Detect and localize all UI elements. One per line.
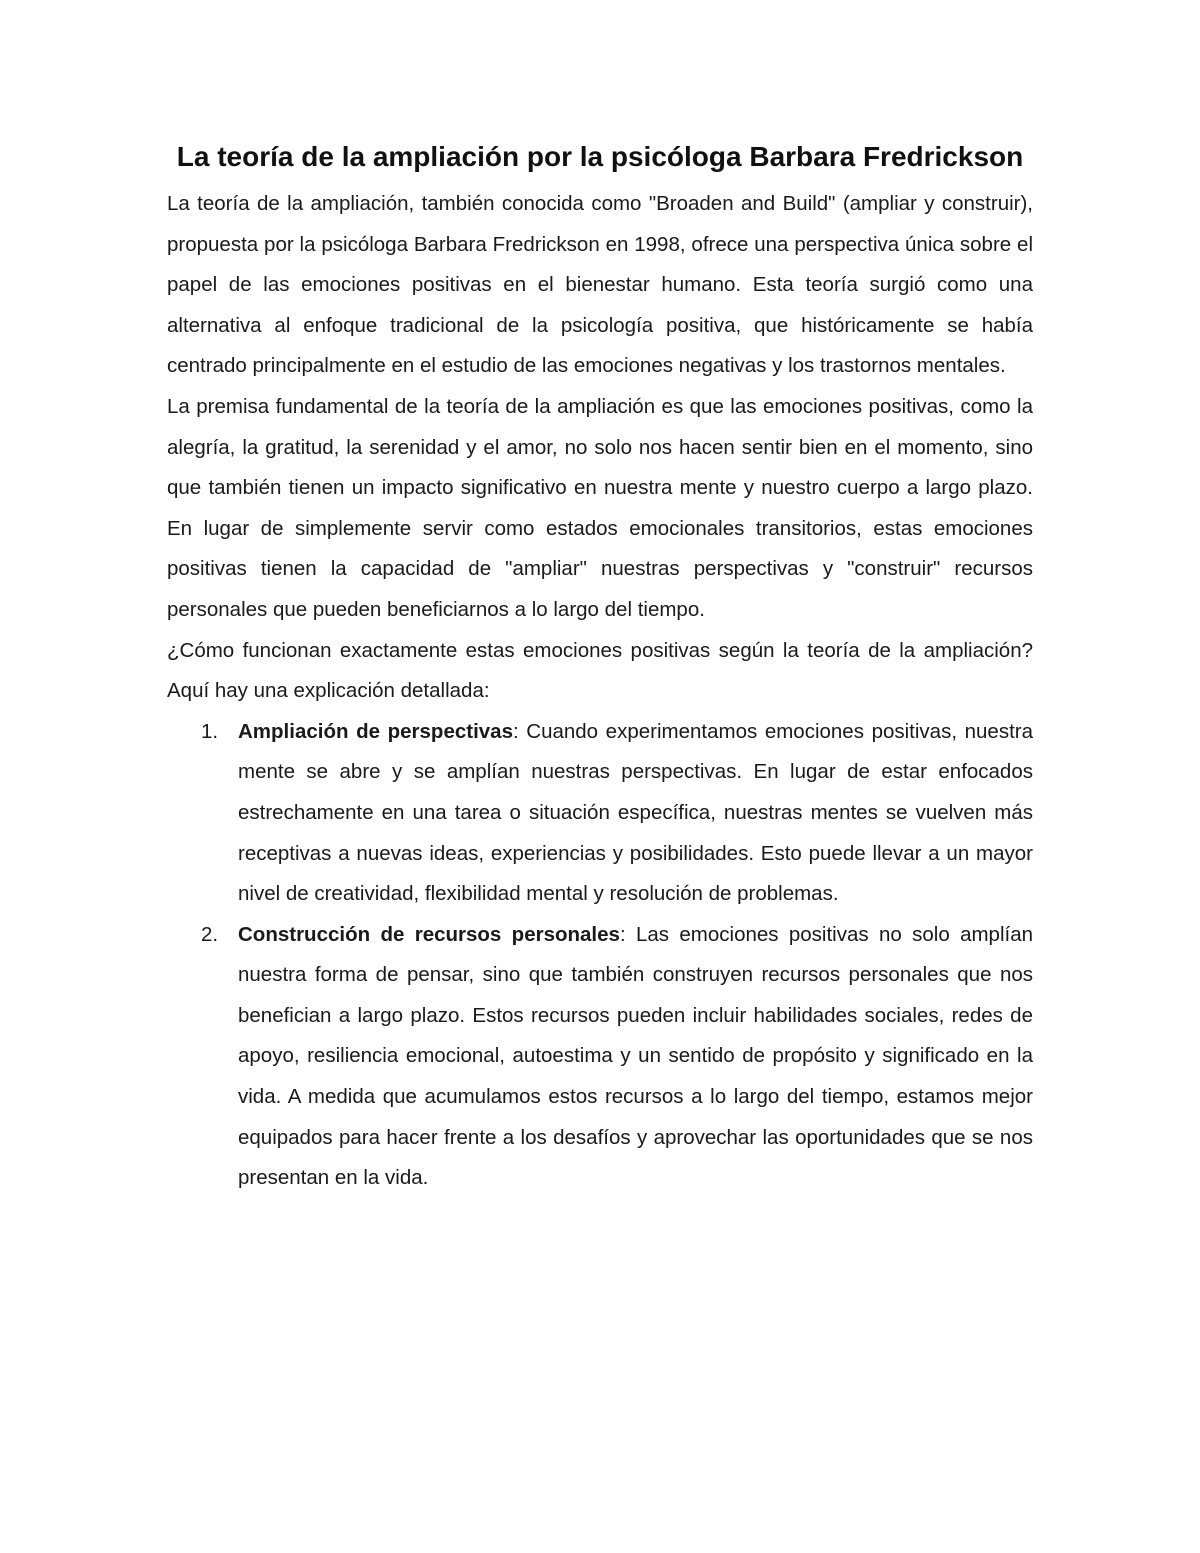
- premise-paragraph: La premisa fundamental de la teoría de la ampliación es que las emociones positivas, como la alegría, la gratitud, la serenidad y el amor, no solo nos hacen sentir bien en el momento, sino que también tienen un impacto significativo en nuestra mente y nuestro cuerpo a largo plazo. En lugar de simplemente servir como estados emocionales transitorios, estas emociones positivas tienen la capacidad de "ampliar" nuestras perspectivas y "construir" recursos personales que pueden beneficiarnos a lo largo del tiempo.: [167, 394, 1033, 621]
- list-item: [167, 712, 1033, 915]
- list-item-number: 1.: [201, 719, 219, 743]
- list-item-separator: :: [512, 719, 519, 743]
- document-content: [167, 130, 1033, 1199]
- question-paragraph: ¿Cómo funcionan exactamente estas emociones positivas según la teoría de la ampliación? Aquí hay una explicación detallada:: [167, 638, 1033, 703]
- list-item-term: Ampliación de perspectivas: [238, 719, 513, 743]
- document-title: La teoría de la ampliación por la psicóloga Barbara Fredrickson: [176, 141, 1024, 172]
- list-item-separator: :: [619, 922, 626, 946]
- list-item: [167, 915, 1033, 1199]
- list-item-number: 2.: [201, 922, 219, 946]
- numbered-list: [167, 712, 1033, 1199]
- intro-paragraph: La teoría de la ampliación, también conocida como "Broaden and Build" (ampliar y construir), propuesta por la psicóloga Barbara Fredrickson en 1998, ofrece una perspectiva única sobre el papel de las emociones positivas en el bienestar humano. Esta teoría surgió como una alternativa al enfoque tradicional de la psicología positiva, que históricamente se había centrado principalmente en el estudio de las emociones negativas y los trastornos mentales.: [167, 192, 1033, 378]
- list-item-text: Las emociones positivas no solo amplían nuestra forma de pensar, sino que también construyen recursos personales que nos benefician a largo plazo. Estos recursos pueden incluir habilidades sociales, redes de apoyo, resiliencia emocional, autoestima y un sentido de propósito y significado en la vida. A medida que acumulamos estos recursos a lo largo del tiempo, estamos mejor equipados para hacer frente a los desafíos y aprovechar las oportunidades que se nos presentan en la vida.: [238, 922, 1033, 1190]
- list-item-term: Construcción de recursos personales: [238, 922, 620, 946]
- list-item-text: Cuando experimentamos emociones positivas, nuestra mente se abre y se amplían nuestras perspectivas. En lugar de estar enfocados estrechamente en una tarea o situación específica, nuestras mentes se vuelven más receptivas a nuevas ideas, experiencias y posibilidades. Esto puede llevar a un mayor nivel de creatividad, flexibilidad mental y resolución de problemas.: [238, 719, 1033, 906]
